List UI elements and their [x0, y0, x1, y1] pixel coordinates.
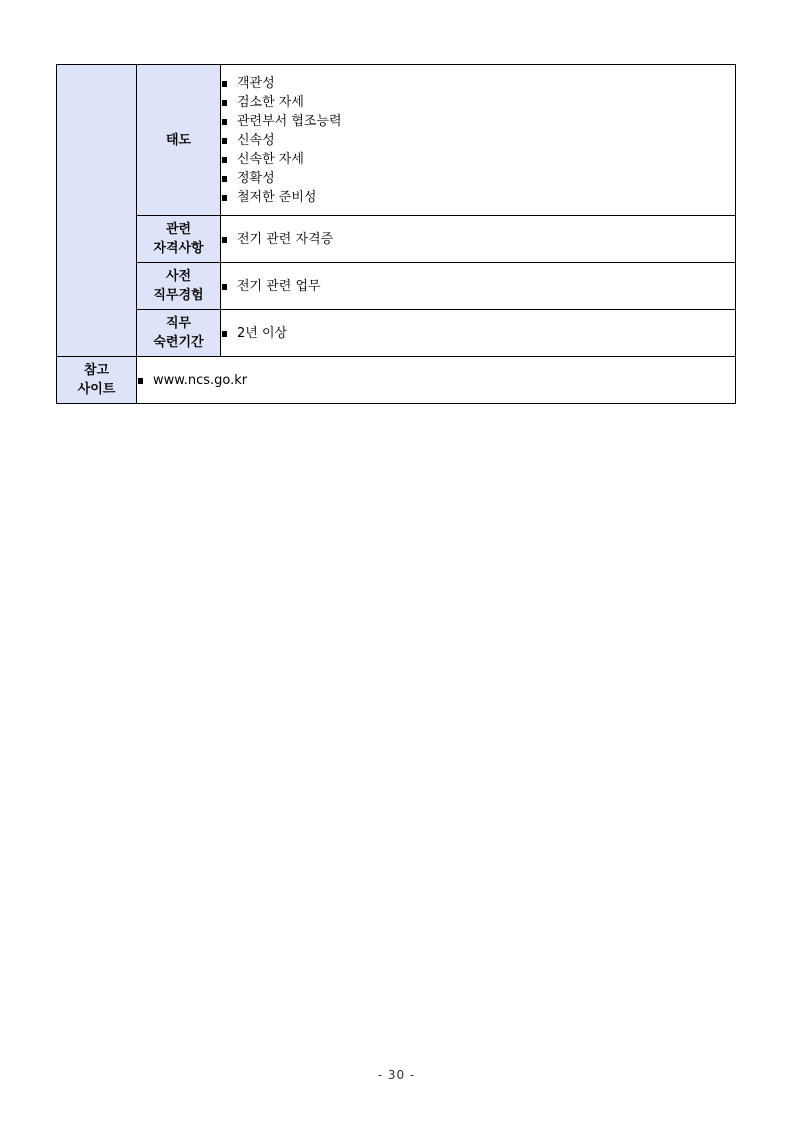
reference-site-label: 참고 사이트 [57, 357, 137, 404]
list-item: 신속한 자세 [221, 150, 735, 169]
reference-site-link[interactable]: www.ncs.go.kr [137, 371, 735, 390]
square-bullet-icon [222, 81, 227, 87]
square-bullet-icon [222, 157, 227, 163]
square-bullet-icon [222, 195, 227, 201]
list-item: 전기 관련 자격증 [221, 230, 735, 249]
certifications-row [57, 216, 736, 263]
square-bullet-icon [222, 100, 227, 106]
certifications-content [221, 216, 736, 263]
square-bullet-icon [222, 138, 227, 144]
proficiency-period-list [221, 324, 735, 343]
square-bullet-icon [222, 284, 227, 290]
list-item: 객관성 [221, 74, 735, 93]
certifications-label: 관련 자격사항 [137, 216, 221, 263]
list-item: 전기 관련 업무 [221, 277, 735, 296]
square-bullet-icon [222, 237, 227, 243]
certifications-list [221, 230, 735, 249]
attitude-content [221, 65, 736, 216]
proficiency-period-content [221, 310, 736, 357]
list-item: 정확성 [221, 169, 735, 188]
list-item: 신속성 [221, 131, 735, 150]
ncs-info-table [56, 64, 736, 404]
proficiency-period-label: 직무 숙련기간 [137, 310, 221, 357]
square-bullet-icon [138, 378, 143, 384]
list-item: 철저한 준비성 [221, 188, 735, 207]
prior-experience-row [57, 263, 736, 310]
list-item: 검소한 자세 [221, 93, 735, 112]
attitude-row [57, 65, 736, 216]
list-item: 2년 이상 [221, 324, 735, 343]
prior-experience-label: 사전 직무경험 [137, 263, 221, 310]
prior-experience-content [221, 263, 736, 310]
square-bullet-icon [222, 176, 227, 182]
square-bullet-icon [222, 331, 227, 337]
reference-site-row [57, 357, 736, 404]
prior-experience-list [221, 277, 735, 296]
list-item: 관련부서 협조능력 [221, 112, 735, 131]
reference-site-content [137, 357, 736, 404]
page-number: - 30 - [377, 1068, 416, 1082]
category-side-cell [57, 65, 137, 357]
attitude-label: 태도 [137, 65, 221, 216]
square-bullet-icon [222, 119, 227, 125]
attitude-list [221, 74, 735, 207]
proficiency-period-row [57, 310, 736, 357]
reference-site-list [137, 371, 735, 390]
